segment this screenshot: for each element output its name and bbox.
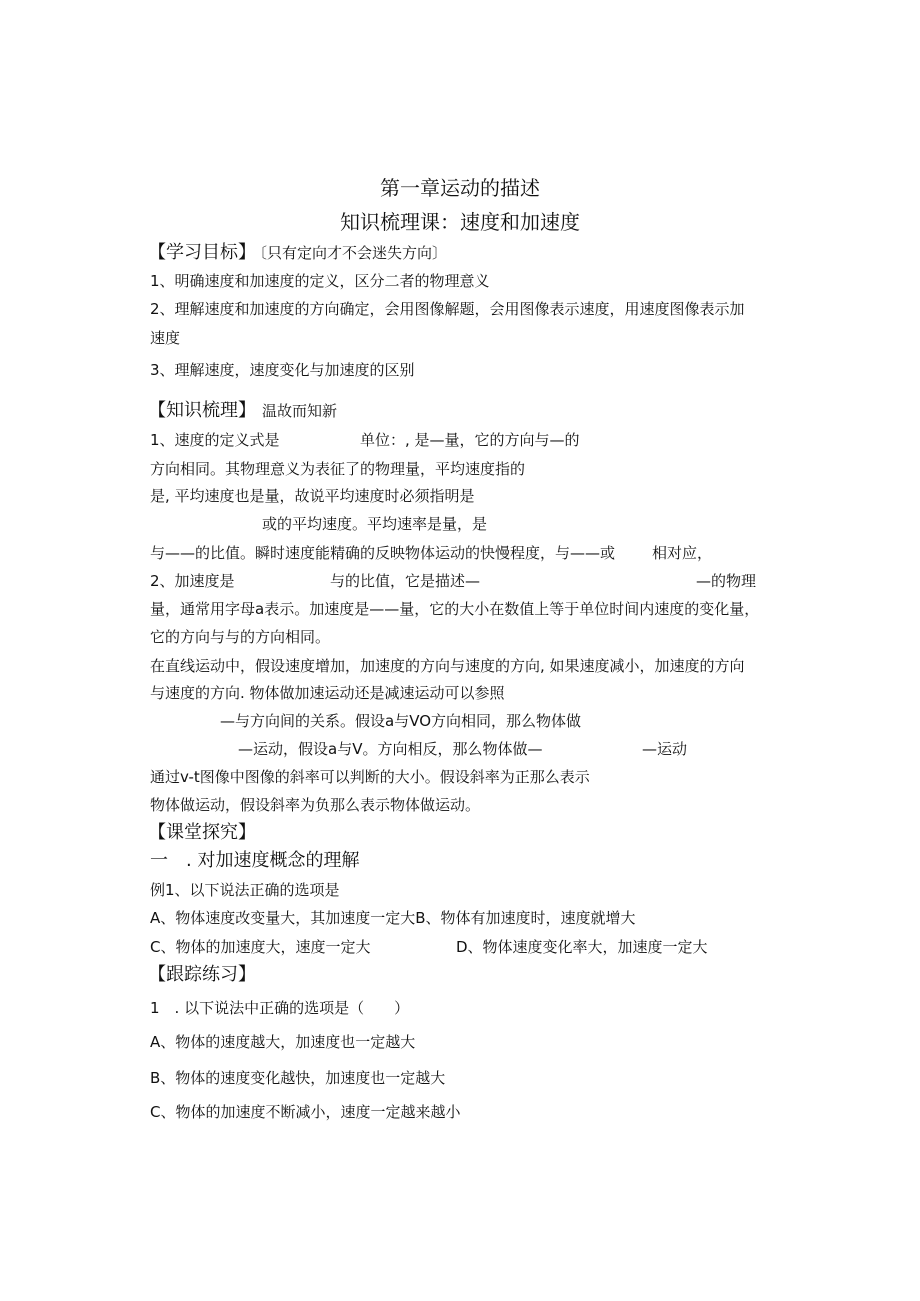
practice-question-1: 1 . 以下说法中正确的选项是（ ） [150, 999, 410, 1017]
example-1-option-c: C、物体的加速度大，速度一定大 [150, 938, 371, 956]
review-heading: 【知识梳理】 [148, 400, 256, 421]
practice-option-b: B、物体的速度变化越快，加速度也一定越大 [150, 1069, 446, 1087]
review-line-10: 与速度的方向. 物体做加速运动还是减速运动可以参照 [150, 684, 505, 702]
goal-item-2: 2、理解速度和加速度的方向确定，会用图像解题，会用图像表示速度，用速度图像表示加 [150, 300, 745, 318]
review-line-2: 方向相同。其物理意义为表征了的物理量，平均速度指的 [150, 460, 526, 478]
document-subtitle: 知识梳理课：速度和加速度 [340, 210, 580, 234]
goals-note: 〔只有定向才不会迷失方向〕 [252, 244, 448, 262]
practice-option-c: C、物体的加速度不断减小，速度一定越来越小 [150, 1103, 461, 1121]
example-1-options-ab: A、物体速度改变量大，其加速度一定大B、物体有加速度时，速度就增大 [150, 909, 636, 927]
review-line-7: 量，通常用字母a表示。加速度是——量，它的大小在数值上等于单位时间内速度的变化量， [150, 600, 760, 618]
review-line-5b: 相对应， [652, 544, 713, 562]
goal-item-2-cont: 速度 [150, 329, 181, 347]
explore-heading: 【课堂探究】 [148, 822, 256, 843]
example-1-option-d: D、物体速度变化率大，加速度一定大 [456, 938, 708, 956]
review-line-4: 或的平均速度。平均速率是量，是 [262, 515, 488, 533]
review-line-3: 是, 平均速度也是量，故说平均速度时必须指明是 [150, 487, 475, 505]
review-line-9: 在直线运动中，假设速度增加，加速度的方向与速度的方向, 如果速度减小，加速度的方向 [150, 657, 745, 675]
review-note: 温故而知新 [262, 402, 338, 420]
review-line-1a: 1、速度的定义式是 [150, 431, 280, 449]
goals-heading: 【学习目标】 [148, 242, 256, 263]
review-line-14: 物体做运动，假设斜率为负那么表示物体做运动。 [150, 796, 481, 814]
review-line-12a: —运动，假设a与V。方向相反，那么物体做— [238, 740, 543, 758]
practice-option-a: A、物体的速度越大，加速度也一定越大 [150, 1033, 416, 1051]
explore-section-title: 一 . 对加速度概念的理解 [150, 850, 360, 871]
review-line-5a: 与——的比值。瞬时速度能精确的反映物体运动的快慢程度，与——或 [150, 544, 616, 562]
practice-heading: 【跟踪练习】 [148, 964, 256, 985]
review-line-13: 通过v-t图像中图像的斜率可以判断的大小。假设斜率为正那么表示 [150, 768, 590, 786]
review-line-6c: —的物理 [696, 572, 757, 590]
goal-item-1: 1、明确速度和加速度的定义，区分二者的物理意义 [150, 272, 490, 290]
review-line-1b: 单位：, 是—量，它的方向与—的 [360, 431, 580, 449]
example-1-question: 例1、以下说法正确的选项是 [150, 881, 340, 899]
review-line-12b: —运动 [642, 740, 688, 758]
review-line-6b: 与的比值，它是描述— [330, 572, 481, 590]
goal-item-3: 3、理解速度，速度变化与加速度的区别 [150, 361, 415, 379]
document-title: 第一章运动的描述 [380, 176, 540, 200]
review-line-8: 它的方向与与的方向相同。 [150, 628, 331, 646]
review-line-6a: 2、加速度是 [150, 572, 235, 590]
review-line-11: —与方向间的关系。假设a与VO方向相同，那么物体做 [220, 712, 581, 730]
